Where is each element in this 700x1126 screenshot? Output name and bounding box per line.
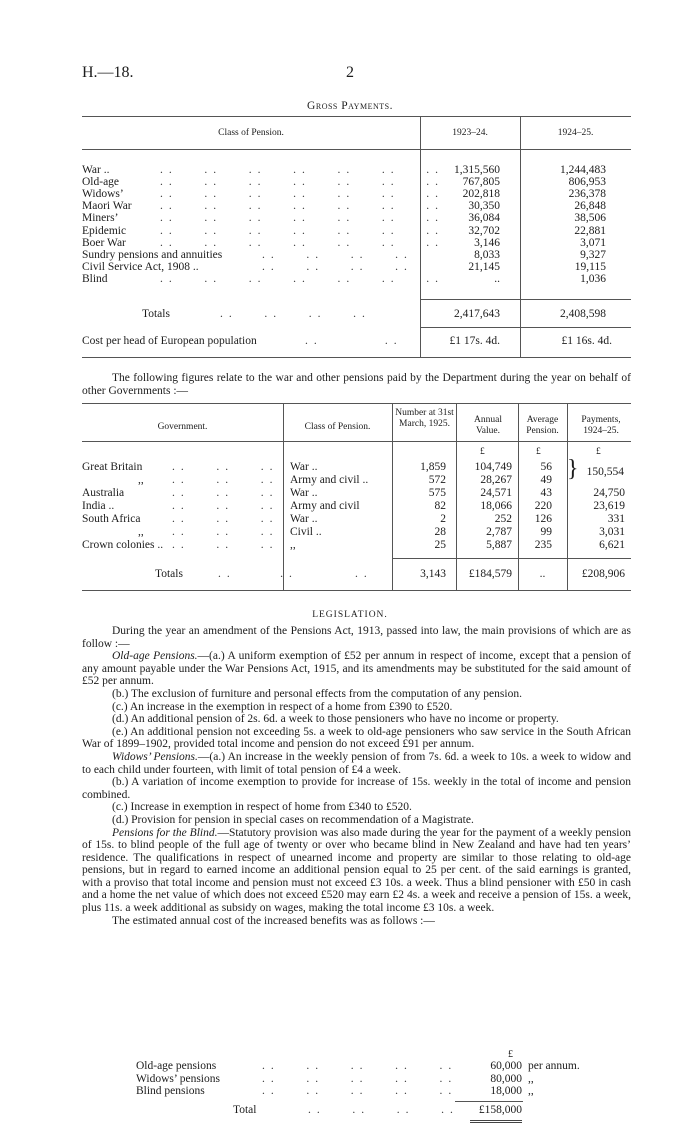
col-header-1924: 1924–25. bbox=[557, 128, 594, 138]
gov-row-payments: 6,621 bbox=[599, 539, 625, 551]
gross-row-label: Civil Service Act, 1908 .. bbox=[82, 260, 199, 273]
gross-row-label: Maori War bbox=[82, 200, 132, 213]
col-header-class-of-pension: Class of Pension. bbox=[304, 422, 371, 432]
cost-per-head-label: Cost per head of European population bbox=[82, 335, 257, 347]
gross-row-1924: 38,506 bbox=[574, 212, 606, 225]
gross-row-label: Boer War bbox=[82, 236, 126, 249]
gov-row-annual: 104,749 bbox=[474, 461, 512, 473]
cost-per-head-1923: £1 17s. 4d. bbox=[449, 335, 500, 347]
gov-row-average: 235 bbox=[534, 539, 552, 551]
gov-totals-number: 3,143 bbox=[420, 568, 446, 580]
gross-row-1924: 236,378 bbox=[568, 188, 606, 201]
col-header-payments: Payments, 1924–25. bbox=[581, 415, 621, 436]
gov-row-payments: 3,031 bbox=[599, 526, 625, 538]
cost-total-value: £158,000 bbox=[478, 1104, 522, 1116]
gov-row-payments: 24,750 bbox=[593, 487, 625, 499]
unit-average: £ bbox=[536, 447, 541, 457]
gov-row-class: War .. bbox=[290, 513, 318, 525]
gov-totals-average: .. bbox=[539, 568, 546, 580]
gov-row-payments: 23,619 bbox=[593, 500, 625, 512]
gov-row-class: ,, bbox=[290, 539, 296, 551]
gov-totals-annual: £184,579 bbox=[468, 568, 512, 580]
cost-row-label: Old-age pensions bbox=[136, 1060, 217, 1072]
gross-row-1923: 21,145 bbox=[468, 260, 500, 273]
gov-row-average: 220 bbox=[534, 500, 552, 512]
widows-a: Widows’ Pensions.—(a.) An increase in the weekly pension of from 7s. 6d. a week to 10s. a week to widow and to each child under fourteen, with limit of total pension of £4 a week. bbox=[82, 750, 631, 776]
gov-row-class: Army and civil bbox=[290, 500, 360, 512]
legislation-intro: During the year an amendment of the Pensions Act, 1913, passed into law, the main provisions of which are as follow :— bbox=[82, 625, 631, 650]
cost-row-suffix: ,, bbox=[528, 1072, 534, 1085]
gross-row-label: Epidemic bbox=[82, 224, 127, 237]
gov-row-number: 2 bbox=[440, 513, 446, 525]
old-age-c: (c.) An increase in the exemption in respect of a home from £390 to £520. bbox=[112, 700, 453, 713]
gov-row-average: 49 bbox=[540, 474, 552, 486]
widows-c: (c.) Increase in exemption in respect of home from £340 to £520. bbox=[112, 801, 412, 814]
gross-row-label: Widows’ bbox=[82, 188, 124, 201]
col-header-average-pension: Average Pension. bbox=[526, 415, 559, 436]
gov-row-government: South Africa bbox=[82, 513, 141, 525]
gov-row-government: India .. bbox=[82, 500, 115, 512]
cost-unit: £ bbox=[508, 1049, 513, 1060]
unit-annual: £ bbox=[480, 447, 485, 457]
col-header-government: Government. bbox=[157, 422, 208, 432]
gov-row-average: 56 bbox=[540, 461, 552, 473]
gov-row-class: Army and civil .. bbox=[290, 474, 369, 486]
gross-row-1923: 202,818 bbox=[462, 188, 500, 201]
gov-row-average: 99 bbox=[540, 526, 552, 538]
gov-row-annual: 24,571 bbox=[480, 487, 512, 499]
legislation-heading: LEGISLATION. bbox=[312, 610, 388, 620]
gross-row-1923: 3,146 bbox=[474, 236, 500, 249]
gov-row-number: 572 bbox=[428, 474, 446, 486]
gross-row-label: Sundry pensions and annuities bbox=[82, 248, 223, 261]
old-age-a: Old-age Pensions.—(a.) A uniform exemption of £52 per annum in respect of income, except that a pension of any amount payable under the War Pensions Act, 1915, and its amendments may be substituted for the said amount of £52 per annum. bbox=[82, 650, 631, 688]
widows-heading: Widows’ Pensions. bbox=[112, 750, 198, 763]
widows-d: (d.) Provision for pension in special cases on recommendation of a Magistrate. bbox=[112, 813, 474, 826]
gross-row-1923: 8,033 bbox=[474, 248, 500, 261]
cost-intro: The estimated annual cost of the increased benefits was as follows :— bbox=[112, 914, 435, 927]
intro-paragraph: The following figures relate to the war and other pensions paid by the Department during the year on behalf of other Governments :— bbox=[82, 372, 631, 397]
gross-row-1924: 22,881 bbox=[574, 224, 606, 237]
gross-row-label: Old-age bbox=[82, 176, 120, 189]
old-age-e: (e.) An additional pension not exceeding 5s. a week to old-age pensioners who saw service in the South African War of 1899–1902, provided total income and pension do not exceed £91 per annum. bbox=[82, 725, 631, 751]
gross-row-1924: 26,848 bbox=[574, 200, 606, 213]
cost-row-label: Blind pensions bbox=[136, 1085, 205, 1098]
gov-row-government: Great Britain bbox=[82, 461, 143, 473]
gov-row-government: Crown colonies .. bbox=[82, 539, 164, 551]
gov-row-government: ,, bbox=[138, 526, 144, 538]
gov-row-class: Civil .. bbox=[290, 526, 322, 538]
old-age-heading: Old-age Pensions. bbox=[112, 650, 198, 663]
gross-row-1924: 19,115 bbox=[574, 260, 606, 273]
gb-payments: 150,554 bbox=[586, 466, 624, 478]
gross-row-1923: .. bbox=[494, 272, 500, 285]
gross-row-1923: 1,315,560 bbox=[454, 164, 500, 176]
cost-row-value: 80,000 bbox=[490, 1072, 522, 1085]
gross-row-1923: 32,702 bbox=[468, 224, 500, 237]
gross-totals-1923: 2,417,643 bbox=[454, 308, 500, 320]
gov-row-class: War .. bbox=[290, 461, 318, 473]
gov-row-annual: 2,787 bbox=[486, 526, 512, 538]
gov-row-annual: 252 bbox=[494, 513, 512, 525]
col-header-1923: 1923–24. bbox=[452, 128, 488, 138]
gross-row-1923: 767,805 bbox=[462, 176, 500, 189]
gross-row-1924: 1,036 bbox=[580, 272, 606, 285]
gov-row-government: ,, bbox=[138, 474, 144, 486]
widows-b: (b.) A variation of income exemption to provide for increase of 15s. weekly in the total of income and pension combined. bbox=[82, 776, 631, 801]
old-age-d: (d.) An additional pension of 2s. 6d. a week to those pensioners who have no income or property. bbox=[112, 713, 559, 726]
gov-row-average: 126 bbox=[534, 513, 552, 525]
old-age-b: (b.) The exclusion of furniture and personal effects from the computation of any pension. bbox=[112, 687, 522, 700]
col-header-annual-value: Annual Value. bbox=[474, 415, 502, 436]
cost-row-suffix: per annum. bbox=[528, 1060, 580, 1072]
blind-heading: Pensions for the Blind. bbox=[112, 826, 218, 839]
page-number: 2 bbox=[346, 64, 354, 81]
gross-row-label: Blind bbox=[82, 272, 108, 285]
gov-totals-label: Totals bbox=[155, 568, 183, 580]
gov-row-number: 575 bbox=[428, 487, 446, 499]
gross-payments-title: Gross Payments. bbox=[307, 100, 393, 112]
gov-row-class: War .. bbox=[290, 487, 318, 499]
cost-per-head-1924: £1 16s. 4d. bbox=[561, 335, 612, 347]
gross-row-1923: 30,350 bbox=[468, 200, 500, 213]
gov-row-annual: 18,066 bbox=[480, 500, 512, 512]
document-reference: H.—18. bbox=[82, 64, 134, 81]
brace: } bbox=[567, 456, 579, 482]
gov-row-number: 1,859 bbox=[420, 461, 446, 473]
cost-total-label: Total bbox=[233, 1104, 257, 1116]
gov-row-annual: 5,887 bbox=[486, 539, 512, 551]
gov-row-payments: 331 bbox=[607, 513, 625, 525]
unit-payments: £ bbox=[596, 447, 601, 457]
gov-row-number: 82 bbox=[434, 500, 446, 512]
gross-row-label: War .. bbox=[82, 164, 110, 176]
gross-totals-1924: 2,408,598 bbox=[560, 308, 606, 320]
col-header-class: Class of Pension. bbox=[218, 128, 284, 138]
gross-row-1924: 806,953 bbox=[568, 176, 606, 189]
gross-row-1924: 9,327 bbox=[580, 248, 606, 261]
gov-totals-payments: £208,906 bbox=[581, 568, 625, 580]
cost-row-suffix: ,, bbox=[528, 1085, 534, 1098]
gov-row-number: 25 bbox=[434, 539, 446, 551]
gov-row-number: 28 bbox=[434, 526, 446, 538]
gross-row-1924: 1,244,483 bbox=[560, 164, 606, 176]
gross-totals-label: Totals bbox=[142, 308, 170, 320]
cost-row-value: 60,000 bbox=[490, 1060, 522, 1072]
col-header-number: Number at 31st March, 1925. bbox=[395, 408, 454, 429]
gov-row-annual: 28,267 bbox=[480, 474, 512, 486]
legislation-body bbox=[82, 625, 631, 927]
gross-row-1924: 3,071 bbox=[580, 236, 606, 249]
gross-row-1923: 36,084 bbox=[468, 212, 500, 225]
blind-paragraph: Pensions for the Blind.—Statutory provision was also made during the year for the payment of a weekly pension of 15s. to blind people of the full age of twenty or over who became blind in New Zealand and have had ten years’ residence. The qualifications in respect of unearned income and property are similar to those relating to old-age pensions, but in regard to earned income an additional pension equal to 25 per cent. of the said earnings is granted, with a proviso that total income and pension must not exceed £3 10s. a week. Thus a blind pensioner with £50 in cash and a home the net value of which does not exceed £520 may earn £2 4s. a week and receive a pension of 15s. a week, plus 11s. a week additional as subsidy on wages, making the total income £3 10s. a week. bbox=[82, 826, 631, 915]
gross-row-label: Miners’ bbox=[82, 212, 119, 225]
cost-row-value: 18,000 bbox=[490, 1085, 522, 1098]
gov-row-average: 43 bbox=[540, 487, 552, 499]
gov-row-government: Australia bbox=[82, 487, 125, 499]
cost-row-label: Widows’ pensions bbox=[136, 1072, 220, 1085]
